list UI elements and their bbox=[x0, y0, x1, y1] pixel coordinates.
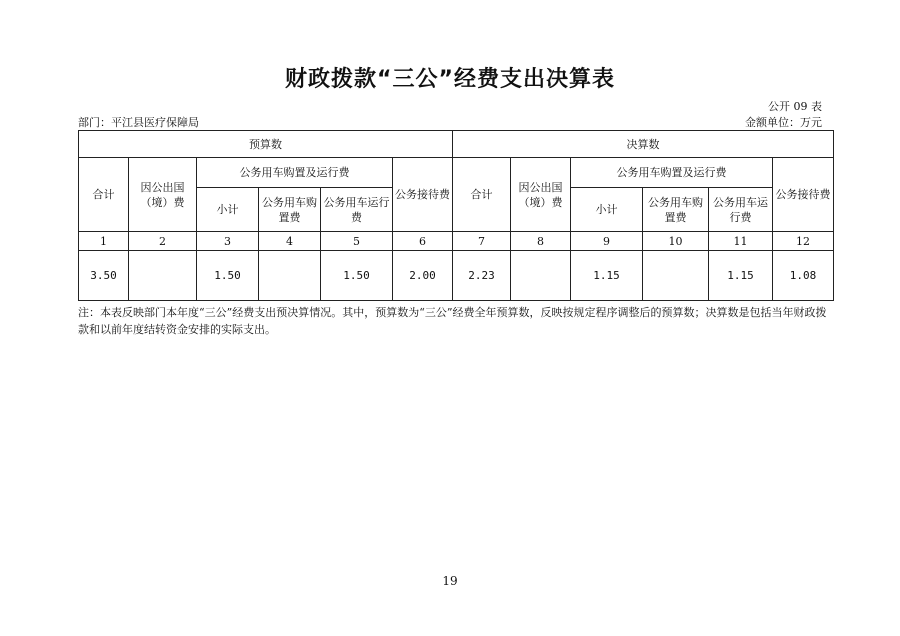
value-final-reception: 1.08 bbox=[773, 251, 834, 301]
final-total-header: 合计 bbox=[453, 158, 511, 232]
table-note: 注：本表反映部门本年度“三公”经费支出预决算情况。其中，预算数为“三公”经费全年预算数，反映按规定程序调整后的预算数；决算数是包括当年财政拨款和以前年度结转资金安排的实际支出。 bbox=[78, 306, 827, 336]
column-number: 2 bbox=[129, 232, 197, 251]
budget-vehicle-purchase-header: 公务用车购置费 bbox=[259, 188, 321, 232]
column-number: 11 bbox=[709, 232, 773, 251]
column-number: 5 bbox=[321, 232, 393, 251]
department-label: 部门：平江县医疗保障局 bbox=[78, 116, 199, 129]
value-final-vehicle-operation: 1.15 bbox=[709, 251, 773, 301]
unit-label: 金额单位：万元 bbox=[745, 116, 822, 129]
final-header: 决算数 bbox=[453, 131, 834, 158]
budget-reception-header: 公务接待费 bbox=[393, 158, 453, 232]
final-vehicle-group-header: 公务用车购置及运行费 bbox=[571, 158, 773, 188]
final-reception-header: 公务接待费 bbox=[773, 158, 834, 232]
value-budget-vehicle-operation: 1.50 bbox=[321, 251, 393, 301]
budget-subtotal-header: 小计 bbox=[197, 188, 259, 232]
final-vehicle-purchase-header: 公务用车购置费 bbox=[643, 188, 709, 232]
value-budget-vehicle-subtotal: 1.50 bbox=[197, 251, 259, 301]
column-number: 1 bbox=[79, 232, 129, 251]
column-number: 9 bbox=[571, 232, 643, 251]
page-title: 财政拨款“三公”经费支出决算表 bbox=[285, 67, 615, 92]
budget-abroad-header: 因公出国（境）费 bbox=[129, 158, 197, 232]
column-number: 3 bbox=[197, 232, 259, 251]
value-budget-reception: 2.00 bbox=[393, 251, 453, 301]
page-number: 19 bbox=[442, 574, 458, 588]
value-final-total: 2.23 bbox=[453, 251, 511, 301]
budget-total-header: 合计 bbox=[79, 158, 129, 232]
column-number: 7 bbox=[453, 232, 511, 251]
table-number: 公开 09 表 bbox=[768, 100, 822, 113]
value-budget-abroad bbox=[129, 251, 197, 301]
value-final-vehicle-subtotal: 1.15 bbox=[571, 251, 643, 301]
budget-header: 预算数 bbox=[79, 131, 453, 158]
budget-vehicle-group-header: 公务用车购置及运行费 bbox=[197, 158, 393, 188]
column-number: 4 bbox=[259, 232, 321, 251]
column-number: 8 bbox=[511, 232, 571, 251]
budget-vehicle-operation-header: 公务用车运行费 bbox=[321, 188, 393, 232]
three-public-expenses-table bbox=[78, 130, 834, 301]
value-budget-total: 3.50 bbox=[79, 251, 129, 301]
column-number: 12 bbox=[773, 232, 834, 251]
final-subtotal-header: 小计 bbox=[571, 188, 643, 232]
column-number: 10 bbox=[643, 232, 709, 251]
value-final-abroad bbox=[511, 251, 571, 301]
final-abroad-header: 因公出国（境）费 bbox=[511, 158, 571, 232]
value-budget-vehicle-purchase bbox=[259, 251, 321, 301]
column-number: 6 bbox=[393, 232, 453, 251]
value-final-vehicle-purchase bbox=[643, 251, 709, 301]
final-vehicle-operation-header: 公务用车运行费 bbox=[709, 188, 773, 232]
